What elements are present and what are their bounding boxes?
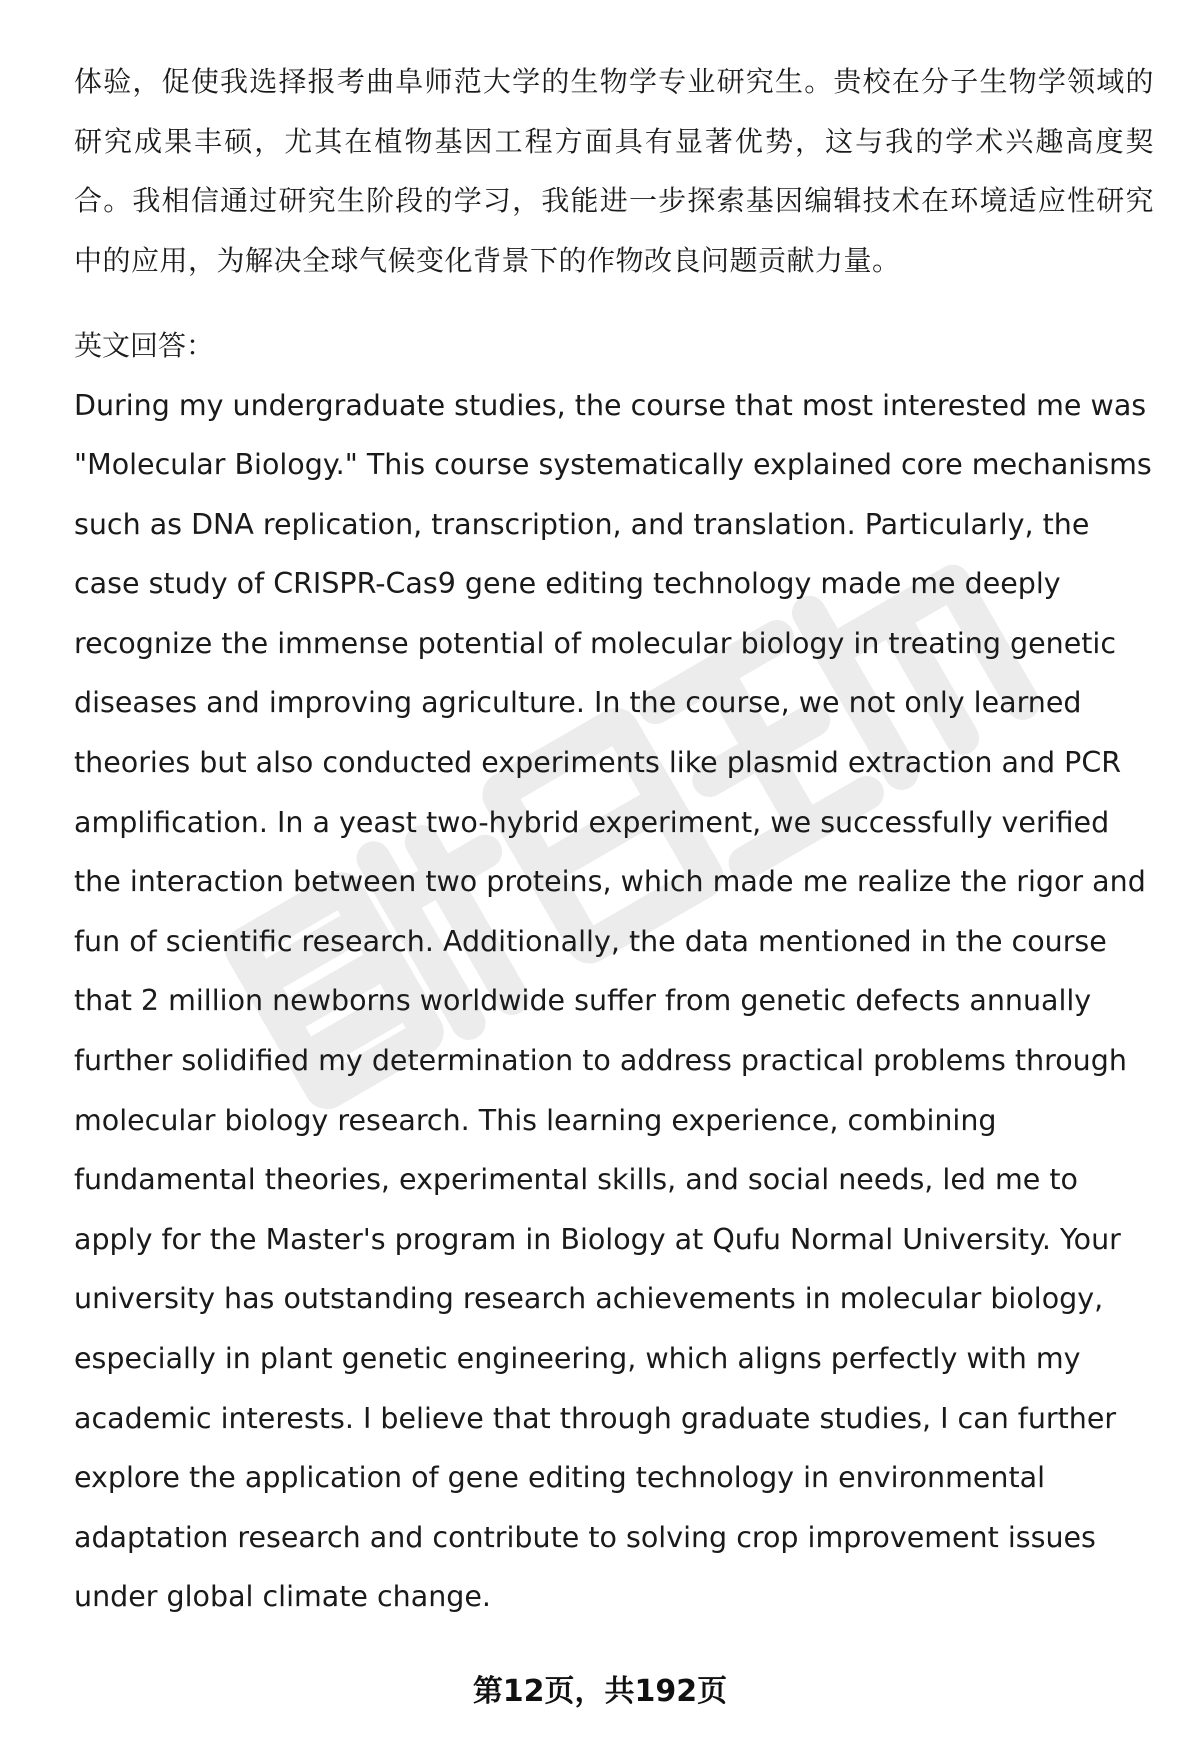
page-number: 第12页，共192页 [472, 1674, 728, 1709]
document-body [74, 52, 1154, 1627]
english-answer-label: 英文回答： [74, 329, 215, 362]
english-paragraph: During my undergraduate studies, the course that most interested me was "Molecular Biology." This course systematically explained core mechanisms such as DNA replication, transcription, and translation. Particularly, the case study of CRISPR-Cas9 gene editing technology made me deeply recognize the immense potential of molecular biology in treating genetic diseases and improving agriculture. In the course, we not only learned theories but also conducted experiments like plasmid extraction and PCR amplification. In a yeast two-hybrid experiment, we successfully verified the interaction between two proteins, which made me realize the rigor and fun of scientific research. Additionally, the data mentioned in the course that 2 million newborns worldwide suffer from genetic defects annually further solidified my determination to address practical problems through molecular biology research. This learning experience, combining fundamental theories, experimental skills, and social needs, led me to apply for the Master's program in Biology at Qufu Normal University. Your university has outstanding research achievements in molecular biology, especially in plant genetic engineering, which aligns perfectly with my academic interests. I believe that through graduate studies, I can further explore the application of gene editing technology in environmental adaptation research and contribute to solving crop improvement issues under global climate change. [74, 388, 1152, 1614]
chinese-paragraph: 体验，促使我选择报考曲阜师范大学的生物学专业研究生。贵校在分子生物学领域的研究成果丰硕，尤其在植物基因工程方面具有显著优势，这与我的学术兴趣高度契合。我相信通过研究生阶段的学习，我能进一步探索基因编辑技术在环境适应性研究中的应用，为解决全球气候变化背景下的作物改良问题贡献力量。 [74, 65, 1154, 277]
